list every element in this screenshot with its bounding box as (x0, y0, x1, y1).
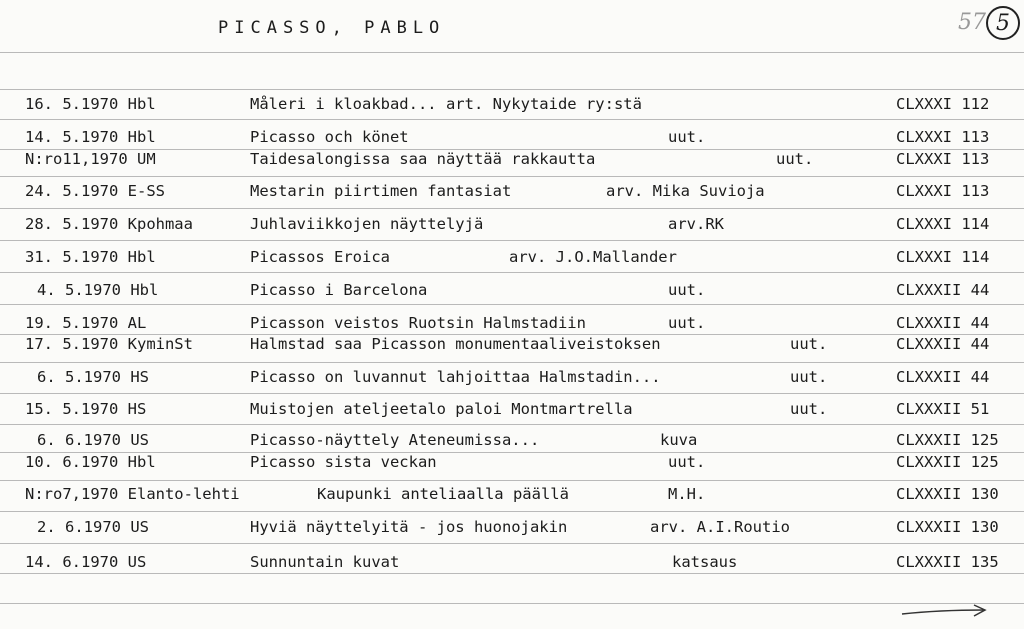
entry-reference: CLXXXII 44 (896, 314, 990, 332)
entry-reference: CLXXXI 113 (896, 182, 990, 200)
entry-reference: CLXXXII 125 (896, 453, 999, 471)
entry-title: Picassos Eroica (250, 248, 390, 266)
entry-reference: CLXXXI 113 (896, 150, 990, 168)
entry-type: kuva (660, 431, 698, 449)
entry-reviewer: arv. A.I.Routio (650, 518, 790, 536)
entry-reference: CLXXXII 135 (896, 553, 999, 571)
entry-date-source: 6. 6.1970 US (37, 431, 149, 449)
entry-row (0, 483, 1024, 505)
entry-type: katsaus (672, 553, 738, 571)
entry-title: Picasso-näyttely Ateneumissa... (250, 431, 540, 449)
rule-line (0, 603, 1024, 604)
entry-type: uut. (790, 400, 828, 418)
entry-date-source: 14. 5.1970 Hbl (25, 128, 156, 146)
entry-title: Picasso sista veckan (250, 453, 437, 471)
entry-title: Sunnuntain kuvat (250, 553, 400, 571)
entry-date-source: 24. 5.1970 E-SS (25, 182, 165, 200)
entry-date-source: 4. 5.1970 Hbl (37, 281, 159, 299)
entry-date-source: 10. 6.1970 Hbl (25, 453, 156, 471)
rule-line (0, 480, 1024, 481)
rule-line (0, 573, 1024, 574)
entry-row (0, 312, 1024, 334)
entry-type: uut. (790, 335, 828, 353)
entry-row (0, 398, 1024, 420)
entry-row (0, 246, 1024, 268)
entry-reviewer: arv.RK (668, 215, 724, 233)
entry-title: Måleri i kloakbad... art. Nykytaide ry:stä (250, 95, 642, 113)
entry-date-source: 14. 6.1970 US (25, 553, 147, 571)
entry-type: uut. (668, 128, 706, 146)
entry-row (0, 180, 1024, 202)
entry-title: Hyviä näyttelyitä - jos huonojakin (250, 518, 568, 536)
entry-date-source: 28. 5.1970 Kpohmaa (25, 215, 193, 233)
rule-line (0, 176, 1024, 177)
entry-type: uut. (668, 453, 706, 471)
entry-row (0, 126, 1024, 148)
entry-row (0, 148, 1024, 170)
rule-line (0, 208, 1024, 209)
entry-title: Kaupunki anteliaalla päällä (317, 485, 569, 503)
entry-row (0, 333, 1024, 355)
entry-row (0, 366, 1024, 388)
entry-reviewer: arv. Mika Suvioja (606, 182, 765, 200)
entry-reference: CLXXXII 44 (896, 335, 990, 353)
entry-author: M.H. (668, 485, 706, 503)
entry-type: uut. (668, 281, 706, 299)
rule-line (0, 511, 1024, 512)
entry-title: Taidesalongissa saa näyttää rakkautta (250, 150, 596, 168)
entry-row (0, 213, 1024, 235)
entry-reference: CLXXXII 51 (896, 400, 990, 418)
entry-date-source: 2. 6.1970 US (37, 518, 149, 536)
circled-number: 5 (986, 6, 1020, 40)
entry-reference: CLXXXII 44 (896, 368, 990, 386)
entry-date-source: 17. 5.1970 KyminSt (25, 335, 193, 353)
entry-reference: CLXXXI 112 (896, 95, 990, 113)
rule-line (0, 424, 1024, 425)
entry-date-source: 6. 5.1970 HS (37, 368, 149, 386)
entry-date-source: 19. 5.1970 AL (25, 314, 147, 332)
entry-date-source: N:ro7,1970 Elanto-lehti (25, 485, 240, 503)
entry-title: Picasso och könet (250, 128, 409, 146)
continue-arrow-icon (900, 602, 990, 622)
entry-title: Picasso i Barcelona (250, 281, 428, 299)
entry-title: Halmstad saa Picasson monumentaaliveistoksen (250, 335, 661, 353)
entry-date-source: N:ro11,1970 UM (25, 150, 156, 168)
entry-reviewer: arv. J.O.Mallander (509, 248, 677, 266)
rule-line (0, 240, 1024, 241)
rule-line (0, 362, 1024, 363)
entry-row (0, 551, 1024, 573)
entry-reference: CLXXXII 125 (896, 431, 999, 449)
entry-row (0, 279, 1024, 301)
entry-type: uut. (668, 314, 706, 332)
entry-reference: CLXXXII 130 (896, 518, 999, 536)
entry-title: Muistojen ateljeetalo paloi Montmartrella (250, 400, 633, 418)
entry-reference: CLXXXI 114 (896, 215, 990, 233)
entry-reference: CLXXXII 44 (896, 281, 990, 299)
rule-line (0, 52, 1024, 53)
entry-type: uut. (776, 150, 814, 168)
entry-title: Picasso on luvannut lahjoittaa Halmstadin... (250, 368, 661, 386)
entry-date-source: 16. 5.1970 Hbl (25, 95, 156, 113)
rule-line (0, 304, 1024, 305)
entry-row (0, 429, 1024, 451)
rule-line (0, 543, 1024, 544)
entry-date-source: 31. 5.1970 Hbl (25, 248, 156, 266)
entry-row (0, 516, 1024, 538)
handwritten-number: 57 (958, 10, 986, 35)
rule-line (0, 89, 1024, 90)
card-title: PICASSO, PABLO (218, 18, 446, 38)
entry-title: Picasson veistos Ruotsin Halmstadiin (250, 314, 586, 332)
entry-type: uut. (790, 368, 828, 386)
entry-date-source: 15. 5.1970 HS (25, 400, 147, 418)
rule-line (0, 393, 1024, 394)
entry-reference: CLXXXII 130 (896, 485, 999, 503)
entry-reference: CLXXXI 113 (896, 128, 990, 146)
entry-row (0, 451, 1024, 473)
rule-line (0, 272, 1024, 273)
entry-title: Mestarin piirtimen fantasiat (250, 182, 512, 200)
entry-row (0, 93, 1024, 115)
entry-reference: CLXXXI 114 (896, 248, 990, 266)
rule-line (0, 119, 1024, 120)
entry-title: Juhlaviikkojen näyttelyjä (250, 215, 484, 233)
